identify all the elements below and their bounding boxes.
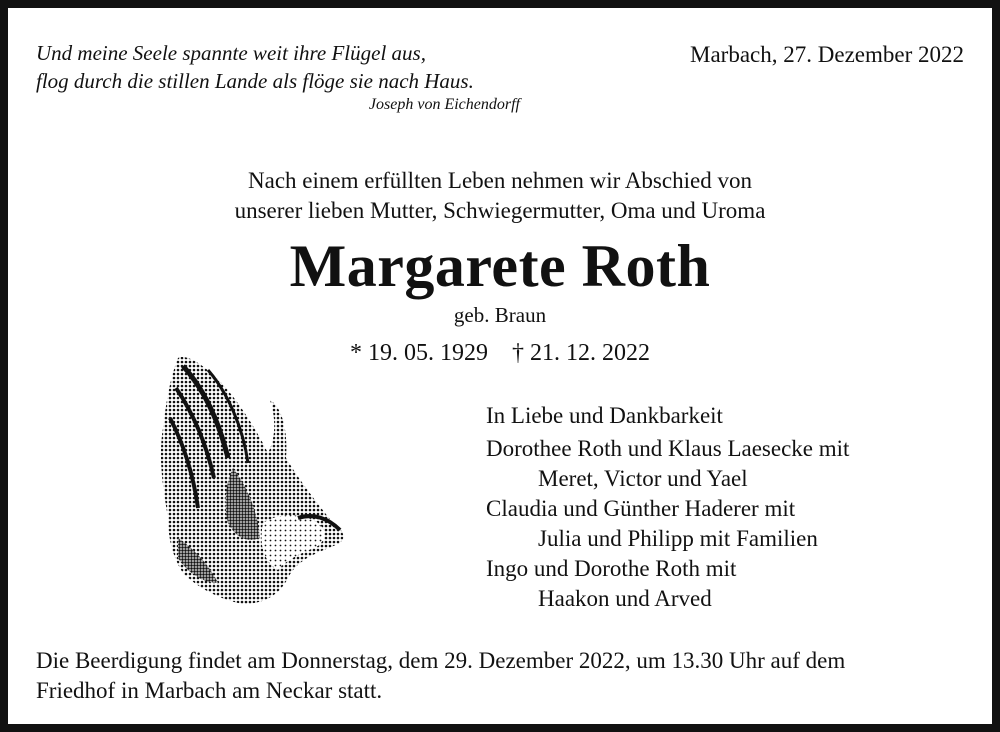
mourner-line: Claudia und Günther Haderer mit (486, 496, 796, 521)
mourner-line: Haakon und Arved (538, 586, 712, 611)
intro-line-2: unserer lieben Mutter, Schwiegermutter, Oma und Uroma (234, 198, 766, 223)
funeral-info-line-2: Friedhof in Marbach am Neckar statt. (36, 678, 383, 703)
death-date: † 21. 12. 2022 (512, 340, 650, 366)
mourner-line: Julia und Philipp mit Familien (538, 526, 818, 551)
quote-line-1: Und meine Seele spannte weit ihre Flügel aus, (36, 41, 426, 65)
deceased-name: Margarete Roth (289, 233, 711, 299)
mourners-heading: In Liebe und Dankbarkeit (486, 403, 723, 428)
quote-author: Joseph von Eichendorff (368, 96, 520, 113)
intro-line-1: Nach einem erfüllten Leben nehmen wir Abschied von (248, 168, 752, 193)
maiden-name: geb. Braun (453, 303, 547, 327)
birth-date: * 19. 05. 1929 (350, 340, 488, 366)
praying-hands-icon (148, 348, 348, 608)
mourner-line: Meret, Victor und Yael (538, 466, 748, 491)
mourner-line: Dorothee Roth und Klaus Laesecke mit (486, 436, 850, 461)
mourner-line: Ingo und Dorothe Roth mit (486, 556, 737, 581)
quote-line-2: flog durch die stillen Lande als flöge sie nach Haus. (36, 69, 474, 93)
funeral-info-line-1: Die Beerdigung findet am Donnerstag, dem 29. Dezember 2022, um 13.30 Uhr auf dem (36, 648, 846, 673)
place-date: Marbach, 27. Dezember 2022 (690, 42, 964, 67)
